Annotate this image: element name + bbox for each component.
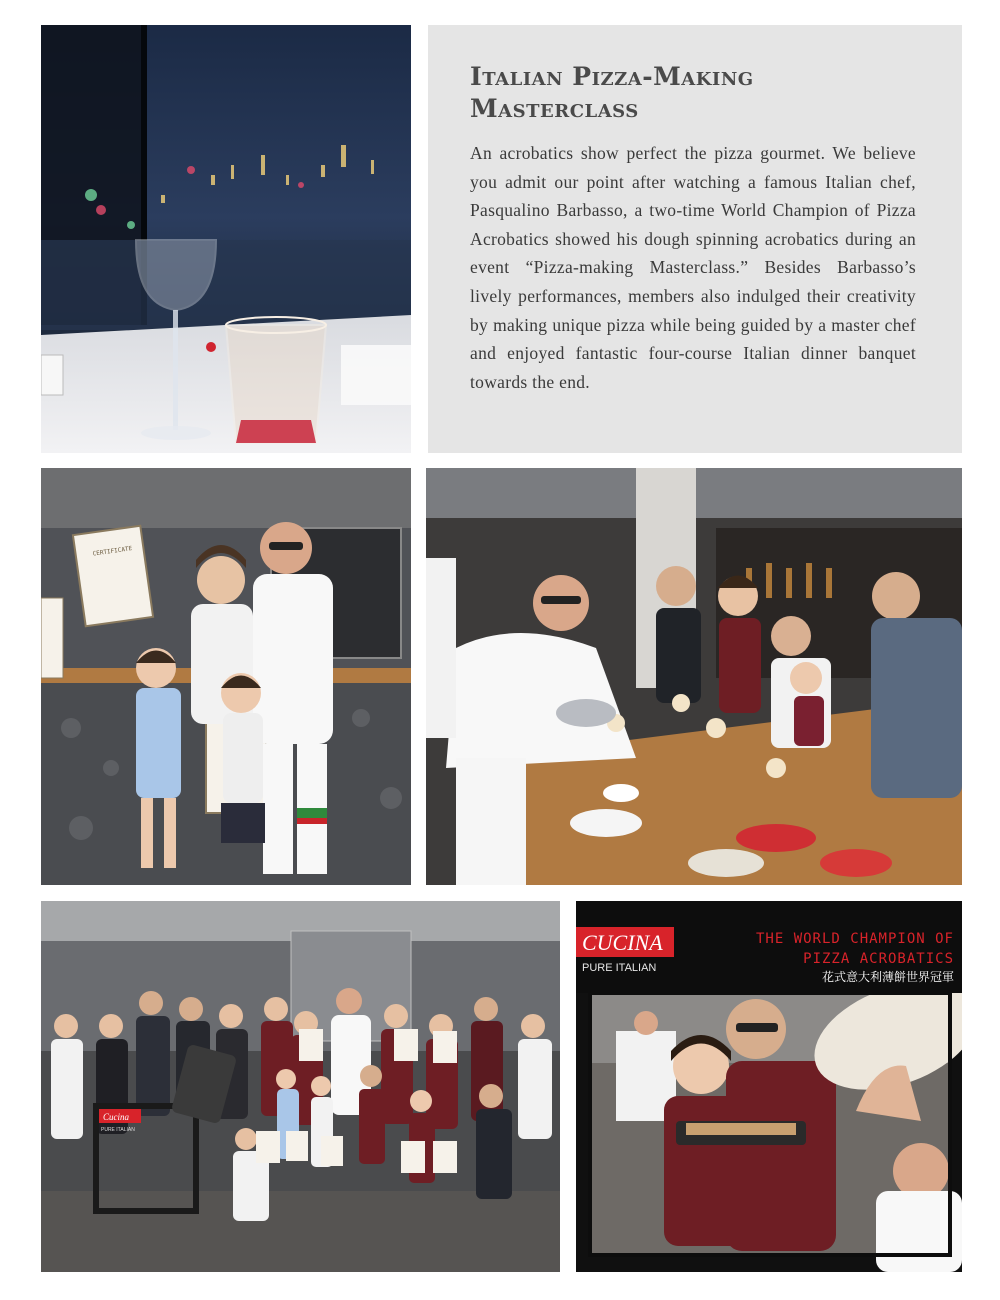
certificate-label: CERTIFICATE [92,545,133,558]
group-frame-logo: Cucina [103,1112,129,1122]
article-text-panel [428,25,962,453]
article-body: An acrobatics show perfect the pizza gourmet. We believe you admit our point after watching a famous Italian chef, Pasqualino Barbasso, a two-time World Champion of Pizza Acrobatics showed his dough spinning acrobatics during an event “Pizza-making Masterclass.” Besides Barbasso’s lively performances, members also indulged their creativity by making unique pizza while being guided by a master chef and enjoyed fantastic four-course Italian dinner banquet towards the end. [470,143,916,392]
dough-kneading-photo [426,468,962,885]
group-frame-logo-sub: PURE ITALIAN [101,1127,135,1133]
group-photo [41,901,560,1272]
banner-title-chinese: 花式意大利薄餅世界冠軍 [821,970,954,984]
world-champion-photo [576,901,962,1272]
harbour-view-photo [41,25,411,453]
champion-brand-logo: CUCINA [582,930,663,955]
banner-title-line2: PIZZA ACROBATICS [803,951,954,967]
article-title: Italian Pizza-Making Masterclass [470,62,754,123]
champion-brand-sub: PURE ITALIAN [582,962,657,974]
chef-certificates-photo [41,468,411,885]
banner-title-line1: THE WORLD CHAMPION OF [755,931,954,947]
